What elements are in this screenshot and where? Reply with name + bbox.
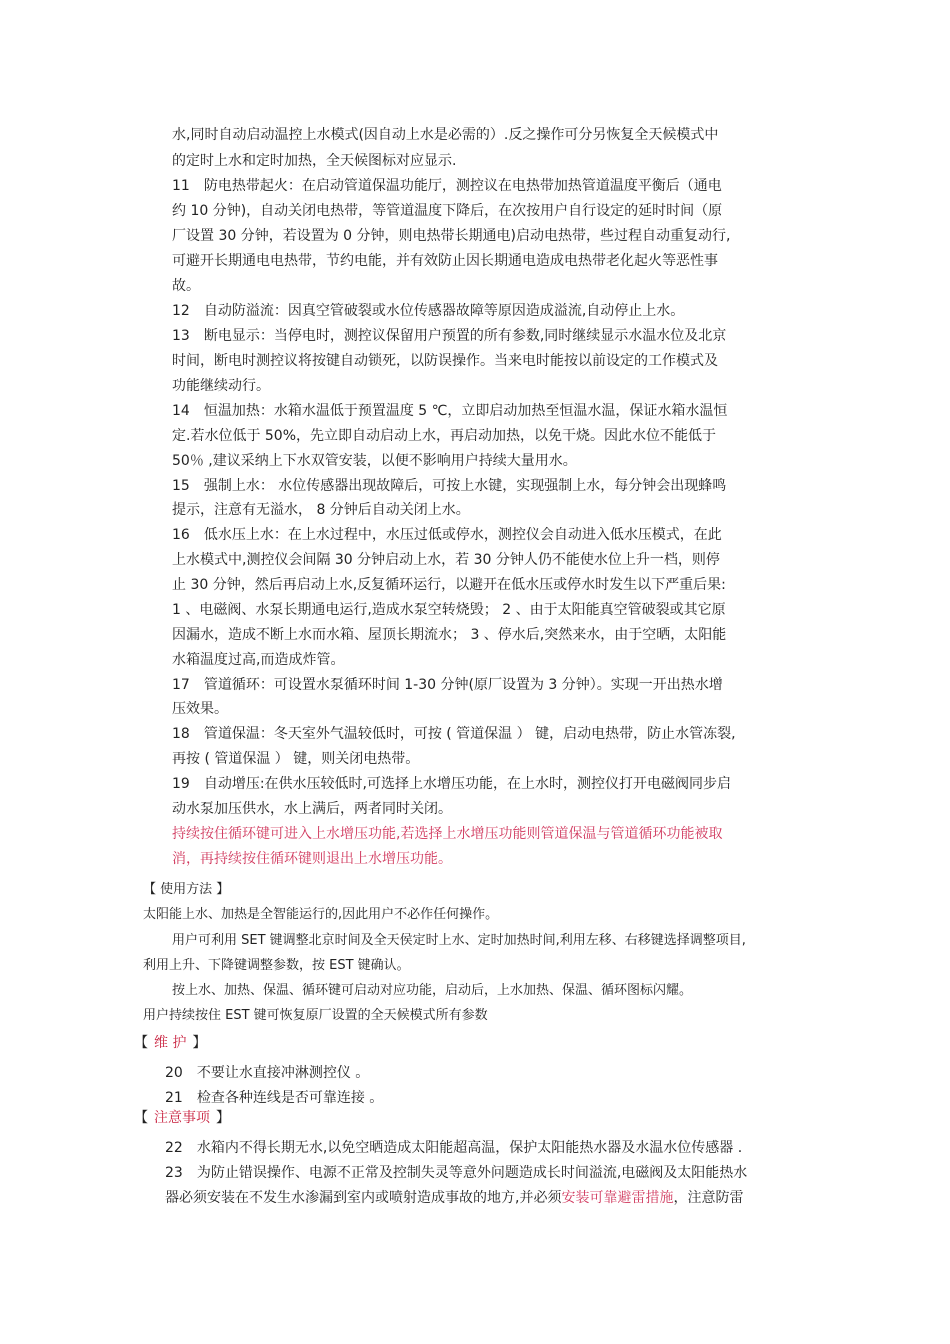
- text-line: 按上水、加热、保温、循环键可启动对应功能，启动后，上水加热、保温、循环图标闪耀。: [172, 983, 693, 998]
- highlight-text-segment: 安装可靠避雷措施: [561, 1190, 674, 1206]
- text-segment: 器必须安装在不发生水渗漏到室内或喷射造成事故的地方,并必须: [165, 1190, 562, 1206]
- text-line: 用户持续按住 EST 键可恢复原厂设置的全天候模式所有参数: [143, 1008, 488, 1023]
- text-line: 水,同时自动启动温控上水模式(因自动上水是必需的）.反之操作可分另恢复全天候模式中: [172, 127, 719, 143]
- text-line: 再按 ( 管道保温 ） 键，则关闭电热带。: [172, 751, 420, 767]
- highlight-text-line: 消，再持续按住循环键则退出上水增压功能。: [172, 851, 452, 867]
- bracket-open: 【: [134, 1110, 148, 1126]
- bracket-open: 【: [134, 1035, 148, 1051]
- highlight-text-line: 持续按住循环键可进入上水增压功能,若选择上水增压功能则管道保温与管道循环功能被取: [172, 826, 723, 842]
- text-line: 压效果。: [172, 701, 228, 717]
- text-line: 13 断电显示：当停电时，测控议保留用户预置的所有参数,同时继续显示水温水位及北京: [172, 328, 727, 344]
- text-line: 18 管道保温：冬天室外气温较低时，可按 ( 管道保温 ） 键，启动电热带，防止水管冻裂,: [172, 726, 736, 742]
- section-header-maintenance: [134, 1033, 206, 1053]
- text-line: 定.若水位低于 50%，先立即自动启动上水，再启动加热，以免干烧。因此水位不能低于: [172, 428, 717, 444]
- text-line: 的定时上水和定时加热，全天候图标对应显示.: [172, 153, 457, 169]
- section-header-notes: [134, 1108, 230, 1128]
- text-line: 水箱温度过高,而造成炸管。: [172, 652, 345, 668]
- text-line: 23 为防止错误操作、电源不正常及控制失灵等意外问题造成长时间溢流,电磁阀及太阳能热水: [165, 1165, 748, 1181]
- text-line: 11 防电热带起火：在启动管道保温功能厅，测控议在电热带加热管道温度平衡后（通电: [172, 178, 722, 194]
- text-line: 太阳能上水、加热是全智能运行的,因此用户不必作任何操作。: [143, 907, 499, 922]
- text-line: 提示，注意有无溢水， 8 分钟后自动关闭上水。: [172, 502, 470, 518]
- text-line: 约 10 分钟)，自动关闭电热带，等管道温度下降后，在次按用户自行设定的延时时间（原: [172, 203, 723, 219]
- text-line: 15 强制上水： 水位传感器出现故障后，可按上水键，实现强制上水，每分钟会出现蜂鸣: [172, 478, 727, 494]
- text-line: 1 、电磁阀、水泵长期通电运行,造成水泵空转烧毁； 2 、由于太阳能真空管破裂或其它原: [172, 602, 726, 618]
- section-title: 注意事项: [154, 1110, 210, 1126]
- text-line: 时间，断电时测控议将按键自动锁死，以防误操作。当来电时能按以前设定的工作模式及: [172, 353, 718, 369]
- bracket-close: 】: [192, 1035, 207, 1051]
- bracket-close: 】: [216, 1110, 230, 1126]
- text-line: 16 低水压上水：在上水过程中，水压过低或停水，测控仪会自动进入低水压模式，在此: [172, 527, 722, 543]
- text-line: 厂设置 30 分钟，若设置为 0 分钟，则电热带长期通电)启动电热带，些过程自动重复动行,: [172, 228, 731, 244]
- text-line: 可避开长期通电电热带，节约电能，并有效防止因长期通电造成电热带老化起火等恶性事: [172, 253, 718, 269]
- text-segment: ，注意防雷: [673, 1190, 744, 1206]
- text-line: 用户可利用 SET 键调整北京时间及全天侯定时上水、定时加热时间,利用左移、右移键选择调整项目,: [172, 933, 746, 948]
- text-line: 50％ ,建议采纳上下水双管安装，以便不影响用户持续大量用水。: [172, 453, 577, 469]
- text-line: 止 30 分钟，然后再启动上水,反复循环运行，以避开在低水压或停水时发生以下严重后果:: [172, 577, 726, 593]
- text-line: 12 自动防溢流：因真空管破裂或水位传感器故障等原因造成溢流,自动停止上水。: [172, 303, 685, 319]
- text-line: 20 不要让水直接冲淋测控仪 。: [165, 1065, 370, 1081]
- text-line: 21 检查各种连线是否可靠连接 。: [165, 1090, 384, 1106]
- section-header-usage: 【 使用方法 】: [143, 882, 230, 897]
- text-line: 动水泵加压供水，水上满后，两者同时关闭。: [172, 801, 452, 817]
- text-line: 故。: [172, 278, 200, 294]
- text-line: 利用上升、下降键调整参数，按 EST 键确认。: [143, 958, 410, 973]
- text-line: 22 水箱内不得长期无水,以免空晒造成太阳能超高温，保护太阳能热水器及水温水位传感器 .: [165, 1140, 743, 1156]
- text-line: 功能继续动行。: [172, 378, 270, 394]
- text-line: 14 恒温加热：水箱水温低于预置温度 5 ℃，立即启动加热至恒温水温，保证水箱水温恒: [172, 403, 728, 419]
- text-line: 因漏水，造成不断上水而水箱、屋顶长期流水； 3 、停水后,突然来水，由于空晒，太阳能: [172, 627, 727, 643]
- text-line: 17 管道循环：可设置水泵循环时间 1-30 分钟(原厂设置为 3 分钟）。实现一开出热水增: [172, 677, 723, 693]
- text-line: 19 自动增压:在供水压较低时,可选择上水增压功能，在上水时，测控仪打开电磁阀同步启: [172, 776, 731, 792]
- section-title: 维 护: [154, 1035, 187, 1051]
- text-line: [165, 1188, 743, 1208]
- text-line: 上水模式中,测控仪会间隔 30 分钟启动上水，若 30 分钟人仍不能使水位上升一档，则停: [172, 552, 720, 568]
